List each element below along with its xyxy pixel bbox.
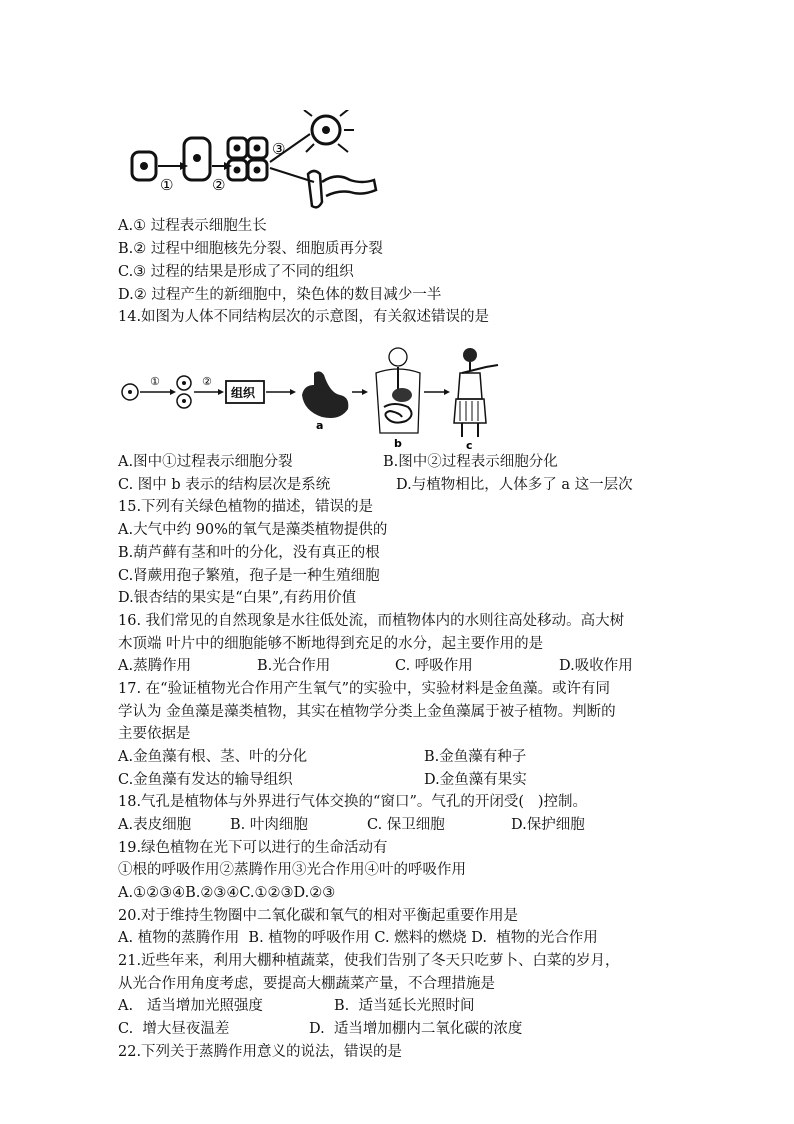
figure-label-c: c (466, 439, 473, 450)
q17-stem-line-3: 主要依据是 (118, 726, 191, 742)
q13-option-b: B.② 过程中细胞核先分裂、细胞质再分裂 (118, 241, 383, 257)
elongated-cell-icon (184, 138, 210, 180)
human-body-icon (454, 348, 498, 437)
q17-option-b: B.金鱼藻有种子 (424, 749, 527, 765)
digestive-system-icon (376, 348, 420, 433)
q15-option-d: D.银杏结的果实是“白果”,有药用价值 (118, 590, 357, 606)
q19-stem: 19.绿色植物在光下可以进行的生命活动有 (118, 840, 388, 856)
step-2-label: ② (212, 176, 226, 194)
q15-stem: 15.下列有关绿色植物的描述，错误的是 (118, 499, 374, 515)
figure-step-1-label: ① (150, 375, 160, 388)
stomach-icon (302, 371, 348, 418)
figure-label-a: a (316, 419, 324, 432)
q16-option-a: A.蒸腾作用 (118, 658, 192, 674)
q17-stem-line-2: 学认为 金鱼藻是藻类植物，其实在植物学分类上金鱼藻属于被子植物。判断的 (118, 704, 616, 720)
q21-option-c: C. 增大昼夜温差 (118, 1021, 230, 1037)
q13-option-c: C.③ 过程的结果是形成了不同的组织 (118, 264, 354, 280)
q14-option-d: D.与植物相比，人体多了 a 这一层次 (396, 477, 633, 493)
q18-option-c: C. 保卫细胞 (367, 817, 445, 833)
q15-option-c: C.肾蕨用孢子繁殖，孢子是一种生殖细胞 (118, 568, 380, 584)
neuron-cell-icon (304, 110, 354, 152)
q16-stem-line-1: 16. 我们常见的自然现象是水往低处流，而植物体内的水则往高处移动。高大树 (118, 613, 625, 629)
figure-step-2-label: ② (202, 375, 212, 388)
q18-stem: 18.气孔是植物体与外界进行气体交换的“窗口”。气孔的开闭受( )控制。 (118, 794, 588, 810)
q21-option-d: D. 适当增加棚内二氧化碳的浓度 (309, 1021, 523, 1037)
q15-option-a: A.大气中约 90%的氧气是藻类植物提供的 (118, 522, 388, 538)
q20-stem: 20.对于维持生物圈中二氧化碳和氧气的相对平衡起重要作用是 (118, 908, 519, 924)
q17-stem-line-1: 17. 在“验证植物光合作用产生氧气”的实验中，实验材料是金鱼藻。或许有同 (118, 681, 610, 697)
q17-option-c: C.金鱼藻有发达的输导组织 (118, 772, 293, 788)
q19-options: A.①②③④B.②③④C.①②③D.②③ (118, 885, 336, 901)
q16-option-c: C. 呼吸作用 (395, 658, 473, 674)
tissue-box-label: 组织 (231, 386, 256, 400)
q14-option-b: B.图中②过程表示细胞分化 (383, 454, 558, 470)
q18-option-a: A.表皮细胞 (118, 817, 192, 833)
q16-option-d: D.吸收作用 (559, 658, 633, 674)
q14-option-a: A.图中①过程表示细胞分裂 (118, 454, 293, 470)
q17-option-d: D.金鱼藻有果实 (424, 772, 527, 788)
q13-option-a: A.① 过程表示细胞生长 (118, 218, 267, 234)
cell-icon (122, 384, 138, 400)
q19-sub: ①根的呼吸作用②蒸腾作用③光合作用④叶的呼吸作用 (118, 862, 466, 878)
q18-option-b: B. 叶肉细胞 (230, 817, 308, 833)
q16-option-b: B.光合作用 (257, 658, 331, 674)
cell-group-icon (228, 138, 267, 180)
body-structure-figure (118, 345, 518, 450)
q13-option-d: D.② 过程产生的新细胞中，染色体的数目减少一半 (118, 287, 442, 303)
figure-label-b: b (394, 437, 402, 450)
single-cell-icon (132, 152, 156, 180)
q21-option-b: B. 适当延长光照时间 (334, 998, 475, 1014)
q21-stem-line-2: 从光合作用角度考虑，要提高大棚蔬菜产量，不合理措施是 (118, 976, 495, 992)
step-1-label: ① (160, 176, 174, 194)
q22-stem: 22.下列关于蒸腾作用意义的说法，错误的是 (118, 1044, 403, 1060)
q21-stem-line-1: 21.近些年来，利用大棚种植蔬菜，使我们告别了冬天只吃萝卜、白菜的岁月， (118, 953, 620, 969)
q16-stem-line-2: 木顶端 叶片中的细胞能够不断地得到充足的水分，起主要作用的是 (118, 636, 544, 652)
q20-options: A. 植物的蒸腾作用 B. 植物的呼吸作用 C. 燃料的燃烧 D. 植物的光合作用 (118, 930, 598, 946)
dividing-cells-icon (177, 376, 191, 408)
step-3-label: ③ (272, 140, 286, 158)
cell-process-figure (118, 110, 388, 215)
muscle-tissue-icon (308, 171, 376, 207)
q21-option-a: A. 适当增加光照强度 (118, 998, 263, 1014)
q17-option-a: A.金鱼藻有根、茎、叶的分化 (118, 749, 308, 765)
q15-option-b: B.葫芦藓有茎和叶的分化，没有真正的根 (118, 545, 380, 561)
q14-stem: 14.如图为人体不同结构层次的示意图，有关叙述错误的是 (118, 309, 490, 325)
q14-option-c: C. 图中 b 表示的结构层次是系统 (118, 477, 331, 493)
q18-option-d: D.保护细胞 (511, 817, 585, 833)
